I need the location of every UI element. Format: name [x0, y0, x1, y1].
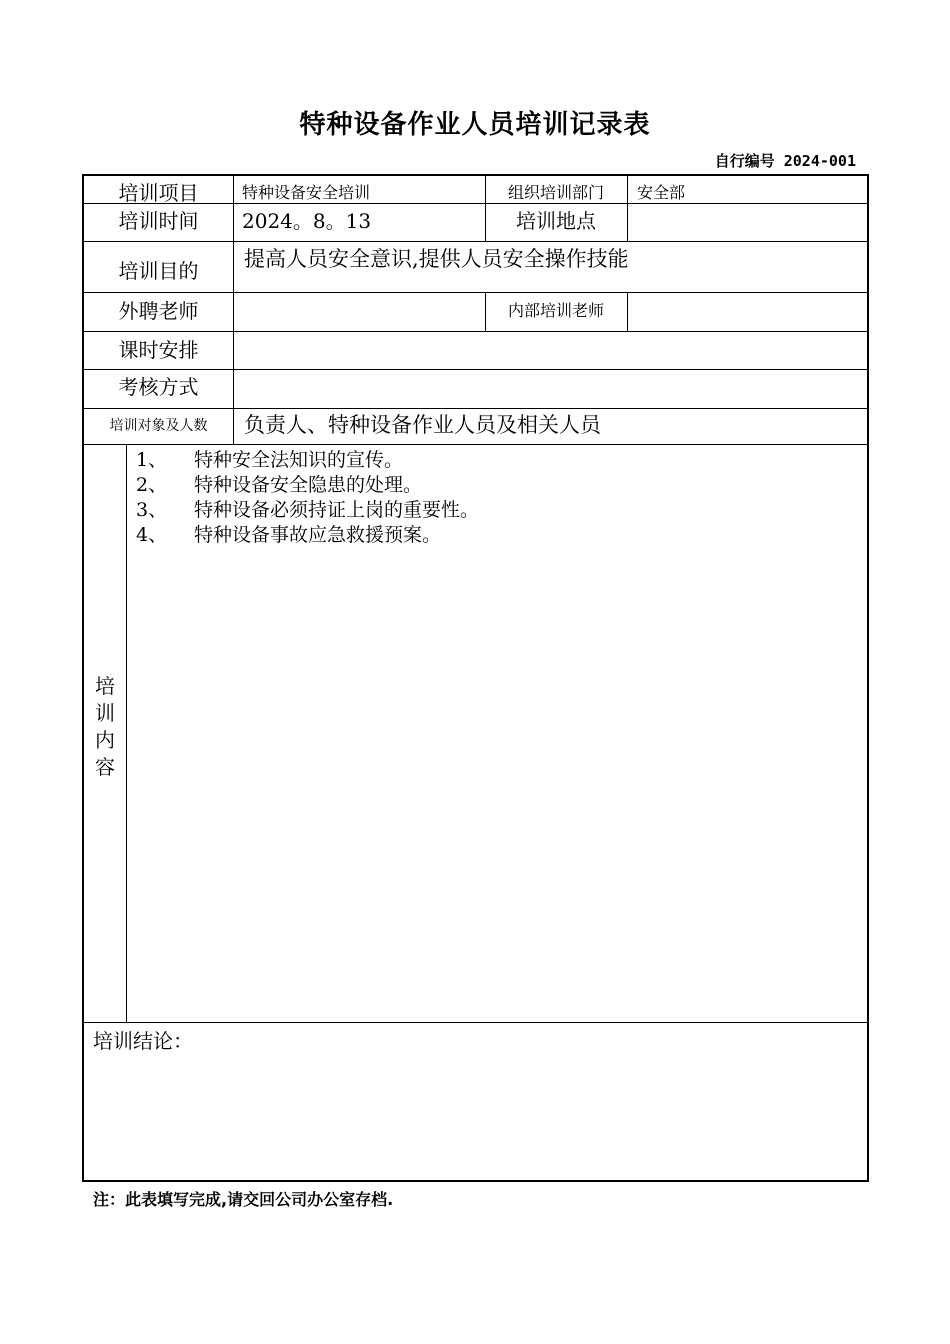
row-divider	[84, 444, 867, 445]
schedule-label: 课时安排	[118, 338, 199, 362]
row-divider	[84, 369, 867, 370]
list-item: 2、 特种设备安全隐患的处理。	[136, 474, 423, 496]
training-location-label: 培训地点	[516, 209, 596, 233]
training-time-label: 培训时间	[118, 209, 199, 233]
training-content-label: 培 训 内 容	[95, 674, 115, 779]
external-teacher-label: 外聘老师	[118, 299, 199, 323]
org-dept-label: 组织培训部门	[507, 183, 604, 202]
training-conclusion-label: 培训结论：	[93, 1029, 193, 1053]
page-title: 特种设备作业人员培训记录表	[299, 110, 651, 140]
column-divider	[233, 176, 234, 444]
row-divider	[84, 292, 867, 293]
audience-label: 培训对象及人数	[109, 418, 208, 434]
list-item: 4、 特种设备事故应急救援预案。	[136, 524, 442, 546]
training-time-value: 2024。8。13	[242, 209, 372, 233]
list-item: 3、 特种设备必须持证上岗的重要性。	[136, 499, 480, 521]
training-content-list	[136, 448, 479, 548]
column-divider	[126, 444, 127, 1022]
org-dept-value: 安全部	[637, 183, 686, 202]
list-item: 1、 特种安全法知识的宣传。	[136, 449, 404, 471]
audience-value: 负责人、特种设备作业人员及相关人员	[244, 413, 601, 437]
training-project-value: 特种设备安全培训	[242, 183, 371, 202]
footer-note: 注：此表填写完成,请交回公司办公室存档.	[93, 1190, 394, 1209]
row-divider	[84, 1022, 867, 1023]
assessment-label: 考核方式	[118, 375, 199, 399]
internal-teacher-label: 内部培训老师	[507, 301, 604, 320]
column-divider	[627, 292, 628, 332]
row-divider	[84, 331, 867, 332]
column-divider	[627, 176, 628, 242]
training-purpose-label: 培训目的	[118, 259, 199, 283]
training-purpose-value: 提高人员安全意识,提供人员安全操作技能	[244, 247, 629, 271]
row-divider	[84, 241, 867, 242]
document-number: 自行编号 2024-001	[714, 152, 856, 170]
training-project-label: 培训项目	[118, 181, 199, 205]
training-record-form	[82, 174, 869, 1182]
